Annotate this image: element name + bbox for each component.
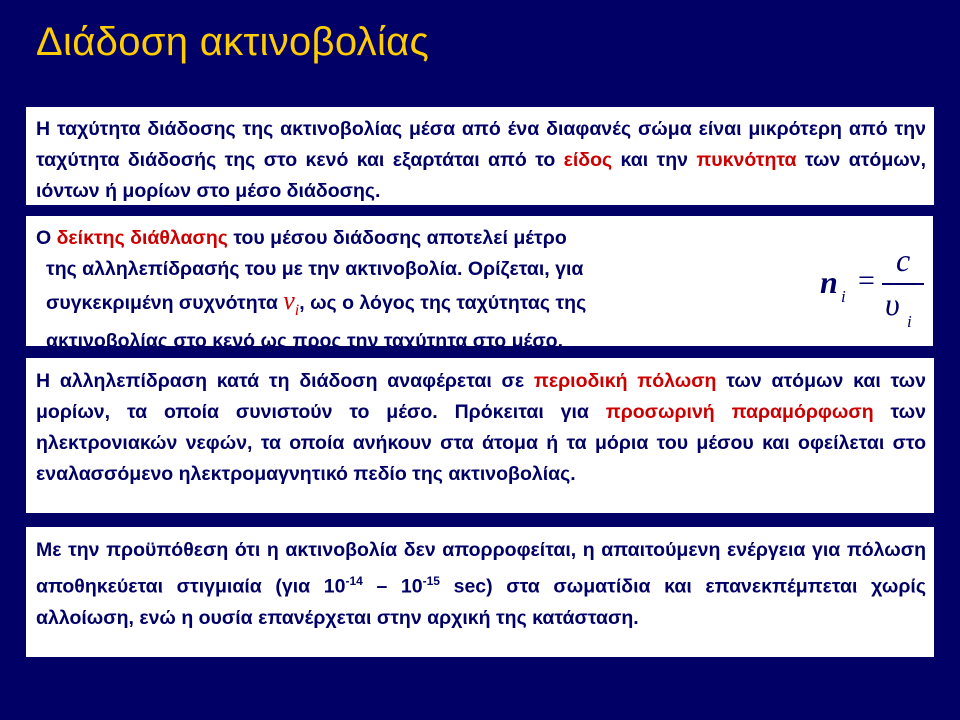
formula-denominator: υ — [885, 286, 900, 322]
text-box-propagation-speed — [26, 107, 934, 205]
frequency-symbol — [283, 286, 300, 320]
formula-denominator-subscript: i — [907, 312, 912, 331]
refractive-index-formula — [786, 242, 926, 342]
text: και την — [612, 149, 697, 171]
highlight-density: πυκνότητα — [696, 149, 797, 171]
text: των ατόμων, ιόντων ή μορίων στο μέσο διάδοσης. — [36, 149, 926, 202]
highlight-periodic-polarization: περιοδική πόλωση — [533, 370, 717, 392]
text: Με την προϋπόθεση ότι η ακτινοβολία δεν απορροφείται, η απαιτούμενη ενέργεια για πόλωση αποθηκεύεται στιγμιαία (για 10 — [36, 539, 926, 598]
text-box-refractive-index — [26, 216, 933, 353]
slide-title: Διάδοση ακτινοβολίας — [36, 20, 430, 64]
paragraph — [36, 535, 926, 634]
line-2: της αλληλεπίδρασής του με την ακτινοβολία. Ορίζεται, για — [46, 258, 584, 280]
exponent: -15 — [422, 574, 440, 588]
text: sec) στα σωματίδια και επανεκπέμπεται χωρίς αλλοίωση, ενώ η ουσία επανέρχεται στην αρχική της κατάσταση. — [36, 575, 926, 629]
paragraph — [36, 366, 926, 490]
text-box-energy-storage — [26, 527, 934, 657]
paragraph — [36, 114, 926, 207]
nu-letter: ν — [283, 286, 295, 315]
line-4: ακτινοβολίας στο κενό ως προς την ταχύτητα στο μέσο. — [46, 330, 563, 353]
text: συγκεκριμένη συχνότητα — [46, 292, 284, 314]
highlight-kind: είδος — [563, 149, 613, 171]
formula-equals: = — [858, 264, 875, 297]
formula-n: n — [820, 264, 838, 300]
text: Η αλληλεπίδραση κατά τη διάδοση αναφέρεται σε — [36, 370, 534, 392]
text: των ατόμων και των μορίων, τα οποία συνιστούν το μέσο. Πρόκειται για — [36, 370, 926, 423]
text: των ηλεκτρονιακών νεφών, τα οποία ανήκουν στα άτομα ή τα μόρια του μέσου και οφείλεται στο εναλασσόμενο ηλεκτρομαγνητικό πεδίο της ακτινοβολίας. — [36, 401, 926, 485]
text: – 10 — [362, 575, 423, 598]
text: , ως ο λόγος της ταχύτητας της — [299, 292, 587, 314]
formula-numerator: c — [896, 242, 911, 278]
fraction-bar — [882, 283, 924, 285]
text-box-polarization — [26, 358, 934, 513]
text: του μέσου διάδοσης αποτελεί μέτρο — [227, 227, 567, 249]
highlight-temporary-distortion: προσωρινή παραμόρφωση — [605, 401, 874, 423]
bottom-strip — [0, 672, 960, 720]
exponent: -14 — [345, 574, 363, 588]
text: Η ταχύτητα διάδοσης της ακτινοβολίας μέσα από ένα διαφανές σώμα είναι μικρότερη από την ταχύτητα διάδοσής της στο κενό και εξαρτάται από το — [36, 118, 926, 171]
nu-subscript: i — [294, 302, 300, 320]
text: Ο — [36, 227, 57, 249]
formula-n-subscript: i — [841, 287, 846, 306]
highlight-refractive-index: δείκτης διάθλασης — [56, 227, 228, 249]
